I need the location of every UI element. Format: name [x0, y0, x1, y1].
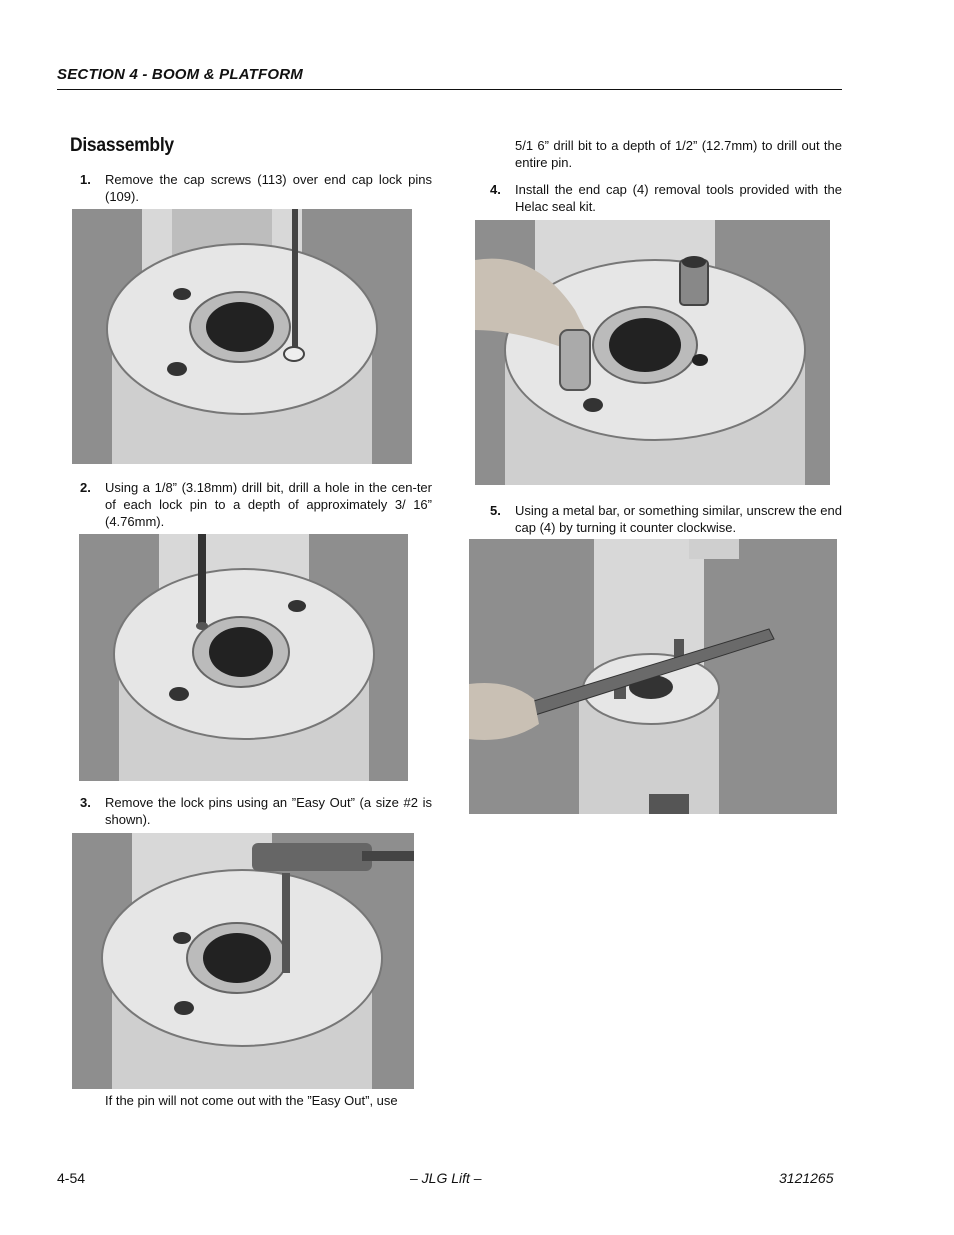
step-text: Install the end cap (4) removal tools provided with the Helac seal kit. — [515, 182, 842, 214]
photo-removal-tools — [475, 220, 830, 485]
footer-center-title: – JLG Lift – — [410, 1170, 482, 1186]
step-number: 1. — [80, 172, 91, 187]
footer-doc-number: 3121265 — [779, 1170, 834, 1186]
step-text: Using a 1/8” (3.18mm) drill bit, drill a hole in the cen-ter of each lock pin to a depth of approximately 3/ 16” (4.76mm). — [105, 480, 432, 529]
step-number: 4. — [490, 182, 501, 197]
step-number: 3. — [80, 795, 91, 810]
step-text: Using a metal bar, or something similar, unscrew the end cap (4) by turning it counter clockwise. — [515, 503, 842, 535]
step-5 — [490, 502, 842, 536]
step-3-note-start: If the pin will not come out with the ”Easy Out”, use — [105, 1093, 398, 1108]
step-1 — [80, 171, 432, 205]
section-heading: Disassembly — [70, 135, 174, 156]
step-number: 2. — [80, 480, 91, 495]
header-rule — [57, 89, 842, 90]
step-4 — [490, 181, 842, 215]
photo-cap-screws — [72, 209, 412, 464]
photo-easy-out — [72, 833, 414, 1089]
section-header-title: SECTION 4 - BOOM & PLATFORM — [57, 66, 303, 83]
footer-page-number: 4-54 — [57, 1170, 86, 1186]
photo-drill-lock-pin — [79, 534, 408, 781]
step-number: 5. — [490, 503, 501, 518]
step-2 — [80, 479, 432, 530]
step-text: Remove the cap screws (113) over end cap lock pins (109). — [105, 172, 432, 204]
step-3 — [80, 794, 432, 828]
step-3-note-end: 5/1 6” drill bit to a depth of 1/2” (12.7mm) to drill out the entire pin. — [515, 138, 842, 170]
photo-unscrew-end-cap — [469, 539, 837, 814]
step-text: Remove the lock pins using an ”Easy Out” (a size #2 is shown). — [105, 795, 432, 827]
